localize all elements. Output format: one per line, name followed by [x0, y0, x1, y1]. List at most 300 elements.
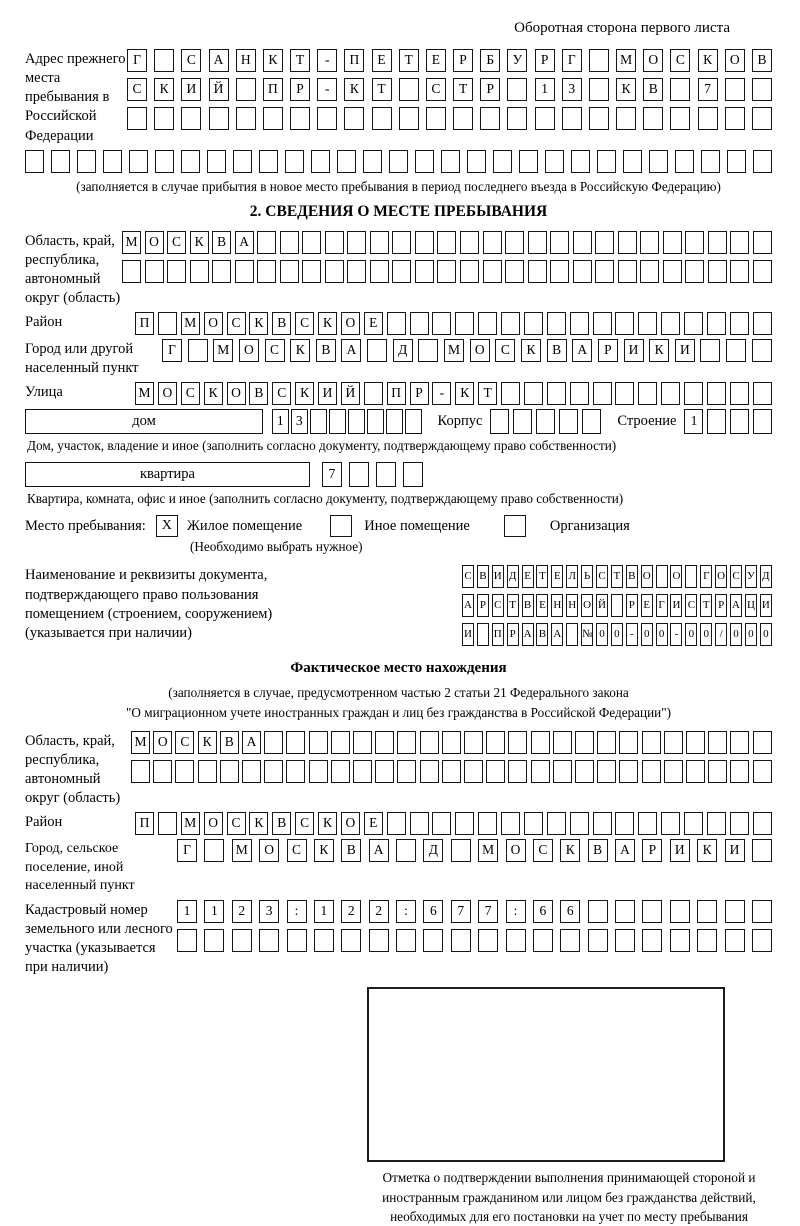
char-cell[interactable]: 6	[560, 900, 580, 923]
char-cell[interactable]	[642, 731, 661, 754]
char-cell[interactable]: 2	[369, 900, 389, 923]
char-cell[interactable]	[375, 731, 394, 754]
char-cell[interactable]: 0	[730, 623, 742, 646]
char-cell[interactable]: Т	[611, 565, 623, 588]
char-cell[interactable]	[415, 150, 434, 173]
char-cell[interactable]	[158, 312, 177, 335]
char-cell[interactable]	[550, 231, 569, 254]
char-cell[interactable]: К	[314, 839, 334, 862]
char-cell[interactable]	[642, 760, 661, 783]
char-cell[interactable]	[415, 231, 434, 254]
char-cell[interactable]: Б	[480, 49, 500, 72]
char-cell[interactable]	[638, 812, 657, 835]
char-cell[interactable]: Й	[341, 382, 360, 405]
char-cell[interactable]	[505, 231, 524, 254]
char-cell[interactable]: П	[135, 312, 154, 335]
char-cell[interactable]	[236, 78, 256, 101]
char-cell[interactable]: Н	[551, 594, 563, 617]
char-cell[interactable]	[670, 78, 690, 101]
char-cell[interactable]	[167, 260, 186, 283]
char-cell[interactable]	[684, 312, 703, 335]
char-cell[interactable]	[524, 312, 543, 335]
char-cell[interactable]	[154, 49, 174, 72]
char-cell[interactable]	[198, 760, 217, 783]
char-cell[interactable]	[483, 231, 502, 254]
char-cell[interactable]	[513, 409, 532, 434]
char-cell[interactable]	[257, 231, 276, 254]
char-cell[interactable]: В	[249, 382, 268, 405]
char-cell[interactable]	[684, 382, 703, 405]
char-cell[interactable]	[441, 150, 460, 173]
char-cell[interactable]: Н	[566, 594, 578, 617]
char-cell[interactable]: №	[581, 623, 593, 646]
char-cell[interactable]: С	[181, 382, 200, 405]
char-cell[interactable]: Т	[507, 594, 519, 617]
char-cell[interactable]: С	[287, 839, 307, 862]
char-cell[interactable]: Р	[480, 78, 500, 101]
char-cell[interactable]	[661, 312, 680, 335]
char-cell[interactable]: К	[204, 382, 223, 405]
char-cell[interactable]	[341, 929, 361, 952]
char-cell[interactable]	[158, 812, 177, 835]
char-cell[interactable]: В	[643, 78, 663, 101]
char-cell[interactable]	[363, 150, 382, 173]
char-cell[interactable]	[389, 150, 408, 173]
char-cell[interactable]	[618, 231, 637, 254]
char-cell[interactable]	[519, 150, 538, 173]
char-cell[interactable]	[752, 339, 772, 362]
char-cell[interactable]: В	[588, 839, 608, 862]
char-cell[interactable]	[367, 339, 387, 362]
char-cell[interactable]	[730, 812, 749, 835]
char-cell[interactable]: С	[227, 312, 246, 335]
char-cell[interactable]	[314, 929, 334, 952]
char-cell[interactable]	[399, 107, 419, 130]
char-cell[interactable]: В	[316, 339, 336, 362]
char-cell[interactable]: И	[670, 594, 682, 617]
char-cell[interactable]: У	[745, 565, 757, 588]
char-cell[interactable]	[480, 107, 500, 130]
char-cell[interactable]	[264, 731, 283, 754]
char-cell[interactable]	[392, 260, 411, 283]
char-cell[interactable]	[410, 812, 429, 835]
char-cell[interactable]	[753, 260, 772, 283]
char-cell[interactable]	[405, 409, 422, 434]
char-cell[interactable]: 2	[232, 900, 252, 923]
char-cell[interactable]	[588, 900, 608, 923]
char-cell[interactable]: А	[209, 49, 229, 72]
char-cell[interactable]: К	[649, 339, 669, 362]
char-cell[interactable]	[103, 150, 122, 173]
char-cell[interactable]	[553, 760, 572, 783]
char-cell[interactable]: О	[204, 312, 223, 335]
char-cell[interactable]	[375, 760, 394, 783]
char-cell[interactable]	[725, 900, 745, 923]
char-cell[interactable]	[309, 731, 328, 754]
char-cell[interactable]	[188, 339, 208, 362]
char-cell[interactable]	[25, 150, 44, 173]
char-cell[interactable]: Д	[393, 339, 413, 362]
char-cell[interactable]	[209, 107, 229, 130]
char-cell[interactable]	[638, 382, 657, 405]
char-cell[interactable]	[752, 929, 772, 952]
char-cell[interactable]	[730, 731, 749, 754]
char-cell[interactable]	[670, 900, 690, 923]
char-cell[interactable]	[264, 760, 283, 783]
char-cell[interactable]: А	[369, 839, 389, 862]
char-cell[interactable]: О	[239, 339, 259, 362]
char-cell[interactable]: С	[462, 565, 474, 588]
char-cell[interactable]	[370, 260, 389, 283]
char-cell[interactable]	[640, 260, 659, 283]
char-cell[interactable]	[290, 107, 310, 130]
char-cell[interactable]	[51, 150, 70, 173]
char-cell[interactable]	[615, 382, 634, 405]
char-cell[interactable]	[145, 260, 164, 283]
char-cell[interactable]: Р	[626, 594, 638, 617]
char-cell[interactable]	[508, 731, 527, 754]
char-cell[interactable]: В	[272, 312, 291, 335]
char-cell[interactable]	[536, 409, 555, 434]
char-cell[interactable]: А	[572, 339, 592, 362]
char-cell[interactable]: О	[259, 839, 279, 862]
char-cell[interactable]	[376, 462, 396, 487]
char-cell[interactable]	[455, 812, 474, 835]
char-cell[interactable]	[708, 731, 727, 754]
char-cell[interactable]: С	[272, 382, 291, 405]
stay-option-residential-checkbox[interactable]: X	[156, 515, 178, 537]
char-cell[interactable]	[559, 409, 578, 434]
char-cell[interactable]	[664, 731, 683, 754]
char-cell[interactable]: Л	[566, 565, 578, 588]
stay-option-other-checkbox[interactable]	[330, 515, 352, 537]
char-cell[interactable]: Е	[364, 812, 383, 835]
char-cell[interactable]	[597, 731, 616, 754]
char-cell[interactable]	[623, 150, 642, 173]
char-cell[interactable]	[753, 812, 772, 835]
char-cell[interactable]	[257, 260, 276, 283]
char-cell[interactable]: Е	[522, 565, 534, 588]
char-cell[interactable]: -	[432, 382, 451, 405]
char-cell[interactable]: К	[616, 78, 636, 101]
char-cell[interactable]: М	[478, 839, 498, 862]
char-cell[interactable]: К	[249, 312, 268, 335]
char-cell[interactable]: И	[181, 78, 201, 101]
char-cell[interactable]: С	[167, 231, 186, 254]
char-cell[interactable]	[325, 260, 344, 283]
char-cell[interactable]: К	[560, 839, 580, 862]
char-cell[interactable]: И	[462, 623, 474, 646]
char-cell[interactable]: Г	[162, 339, 182, 362]
char-cell[interactable]	[550, 260, 569, 283]
char-cell[interactable]: В	[536, 623, 548, 646]
char-cell[interactable]	[560, 929, 580, 952]
char-cell[interactable]	[685, 260, 704, 283]
char-cell[interactable]: А	[235, 231, 254, 254]
char-cell[interactable]	[649, 150, 668, 173]
char-cell[interactable]	[707, 312, 726, 335]
char-cell[interactable]: 7	[478, 900, 498, 923]
char-cell[interactable]	[370, 231, 389, 254]
char-cell[interactable]	[353, 731, 372, 754]
char-cell[interactable]	[670, 107, 690, 130]
char-cell[interactable]: О	[145, 231, 164, 254]
char-cell[interactable]: Е	[372, 49, 392, 72]
char-cell[interactable]	[725, 107, 745, 130]
char-cell[interactable]: 2	[341, 900, 361, 923]
char-cell[interactable]	[675, 150, 694, 173]
stay-option-organization-checkbox[interactable]	[504, 515, 526, 537]
char-cell[interactable]: 6	[423, 900, 443, 923]
char-cell[interactable]	[753, 312, 772, 335]
char-cell[interactable]: 1	[684, 409, 703, 434]
char-cell[interactable]: М	[181, 312, 200, 335]
char-cell[interactable]	[344, 107, 364, 130]
char-cell[interactable]	[753, 731, 772, 754]
char-cell[interactable]	[685, 565, 697, 588]
char-cell[interactable]	[730, 409, 749, 434]
char-cell[interactable]	[663, 260, 682, 283]
char-cell[interactable]	[707, 382, 726, 405]
char-cell[interactable]	[259, 150, 278, 173]
char-cell[interactable]	[204, 929, 224, 952]
char-cell[interactable]	[486, 760, 505, 783]
char-cell[interactable]	[302, 231, 321, 254]
char-cell[interactable]	[595, 231, 614, 254]
char-cell[interactable]: С	[295, 312, 314, 335]
char-cell[interactable]	[348, 409, 365, 434]
char-cell[interactable]: К	[521, 339, 541, 362]
char-cell[interactable]: Е	[641, 594, 653, 617]
char-cell[interactable]: 1	[314, 900, 334, 923]
char-cell[interactable]	[317, 107, 337, 130]
char-cell[interactable]: К	[455, 382, 474, 405]
char-cell[interactable]	[615, 812, 634, 835]
char-cell[interactable]: С	[181, 49, 201, 72]
char-cell[interactable]	[593, 312, 612, 335]
char-cell[interactable]: С	[495, 339, 515, 362]
char-cell[interactable]	[582, 409, 601, 434]
char-cell[interactable]	[280, 260, 299, 283]
char-cell[interactable]	[415, 260, 434, 283]
char-cell[interactable]	[204, 839, 224, 862]
char-cell[interactable]: С	[227, 812, 246, 835]
char-cell[interactable]	[593, 812, 612, 835]
char-cell[interactable]: П	[387, 382, 406, 405]
char-cell[interactable]: О	[341, 812, 360, 835]
char-cell[interactable]	[242, 760, 261, 783]
char-cell[interactable]	[287, 929, 307, 952]
char-cell[interactable]	[664, 760, 683, 783]
char-cell[interactable]: Т	[478, 382, 497, 405]
char-cell[interactable]	[347, 260, 366, 283]
char-cell[interactable]	[420, 731, 439, 754]
char-cell[interactable]: С	[175, 731, 194, 754]
char-cell[interactable]: К	[318, 312, 337, 335]
char-cell[interactable]: -	[626, 623, 638, 646]
char-cell[interactable]	[615, 312, 634, 335]
char-cell[interactable]	[753, 150, 772, 173]
char-cell[interactable]: С	[426, 78, 446, 101]
char-cell[interactable]	[129, 150, 148, 173]
char-cell[interactable]: К	[154, 78, 174, 101]
char-cell[interactable]	[464, 731, 483, 754]
char-cell[interactable]	[642, 900, 662, 923]
char-cell[interactable]	[396, 839, 416, 862]
char-cell[interactable]	[686, 731, 705, 754]
char-cell[interactable]	[524, 812, 543, 835]
char-cell[interactable]: А	[730, 594, 742, 617]
char-cell[interactable]	[595, 260, 614, 283]
char-cell[interactable]: Т	[453, 78, 473, 101]
char-cell[interactable]: О	[643, 49, 663, 72]
char-cell[interactable]	[478, 312, 497, 335]
char-cell[interactable]	[302, 260, 321, 283]
char-cell[interactable]: М	[131, 731, 150, 754]
char-cell[interactable]: О	[227, 382, 246, 405]
char-cell[interactable]: М	[616, 49, 636, 72]
char-cell[interactable]: Т	[290, 49, 310, 72]
char-cell[interactable]	[698, 107, 718, 130]
char-cell[interactable]: А	[242, 731, 261, 754]
char-cell[interactable]	[615, 900, 635, 923]
char-cell[interactable]	[331, 760, 350, 783]
char-cell[interactable]: А	[615, 839, 635, 862]
char-cell[interactable]	[656, 565, 668, 588]
char-cell[interactable]: Т	[536, 565, 548, 588]
char-cell[interactable]: 3	[291, 409, 308, 434]
char-cell[interactable]: С	[685, 594, 697, 617]
char-cell[interactable]	[155, 150, 174, 173]
char-cell[interactable]	[562, 107, 582, 130]
char-cell[interactable]	[131, 760, 150, 783]
char-cell[interactable]: И	[760, 594, 772, 617]
char-cell[interactable]	[573, 231, 592, 254]
char-cell[interactable]	[615, 929, 635, 952]
char-cell[interactable]	[752, 107, 772, 130]
char-cell[interactable]	[753, 409, 772, 434]
char-cell[interactable]	[708, 231, 727, 254]
char-cell[interactable]	[386, 409, 403, 434]
char-cell[interactable]: П	[492, 623, 504, 646]
char-cell[interactable]	[455, 312, 474, 335]
char-cell[interactable]	[190, 260, 209, 283]
char-cell[interactable]: О	[641, 565, 653, 588]
char-cell[interactable]	[725, 78, 745, 101]
char-cell[interactable]	[486, 731, 505, 754]
char-cell[interactable]: В	[752, 49, 772, 72]
char-cell[interactable]: А	[341, 339, 361, 362]
char-cell[interactable]	[663, 231, 682, 254]
char-cell[interactable]	[478, 929, 498, 952]
char-cell[interactable]	[233, 150, 252, 173]
char-cell[interactable]	[708, 760, 727, 783]
char-cell[interactable]: К	[198, 731, 217, 754]
char-cell[interactable]	[349, 462, 369, 487]
char-cell[interactable]	[310, 409, 327, 434]
char-cell[interactable]	[685, 231, 704, 254]
char-cell[interactable]	[501, 812, 520, 835]
char-cell[interactable]: К	[698, 49, 718, 72]
char-cell[interactable]	[437, 260, 456, 283]
char-cell[interactable]	[263, 107, 283, 130]
char-cell[interactable]	[122, 260, 141, 283]
char-cell[interactable]: 6	[533, 900, 553, 923]
char-cell[interactable]: Г	[700, 565, 712, 588]
char-cell[interactable]	[460, 260, 479, 283]
char-cell[interactable]	[181, 107, 201, 130]
char-cell[interactable]: В	[477, 565, 489, 588]
char-cell[interactable]	[423, 929, 443, 952]
char-cell[interactable]	[387, 812, 406, 835]
char-cell[interactable]	[547, 312, 566, 335]
char-cell[interactable]: 1	[204, 900, 224, 923]
char-cell[interactable]: Д	[423, 839, 443, 862]
char-cell[interactable]: В	[547, 339, 567, 362]
char-cell[interactable]	[531, 731, 550, 754]
char-cell[interactable]	[753, 231, 772, 254]
char-cell[interactable]: О	[670, 565, 682, 588]
house-type-box[interactable]	[25, 409, 263, 434]
char-cell[interactable]: :	[287, 900, 307, 923]
char-cell[interactable]: К	[318, 812, 337, 835]
char-cell[interactable]	[545, 150, 564, 173]
char-cell[interactable]: С	[265, 339, 285, 362]
char-cell[interactable]: 0	[700, 623, 712, 646]
char-cell[interactable]	[707, 812, 726, 835]
char-cell[interactable]: 1	[535, 78, 555, 101]
char-cell[interactable]	[730, 760, 749, 783]
char-cell[interactable]	[286, 731, 305, 754]
char-cell[interactable]	[478, 812, 497, 835]
char-cell[interactable]: К	[295, 382, 314, 405]
char-cell[interactable]	[175, 760, 194, 783]
char-cell[interactable]: О	[341, 312, 360, 335]
char-cell[interactable]: Ц	[745, 594, 757, 617]
char-cell[interactable]: С	[730, 565, 742, 588]
char-cell[interactable]	[725, 929, 745, 952]
char-cell[interactable]	[697, 929, 717, 952]
char-cell[interactable]	[325, 231, 344, 254]
char-cell[interactable]	[181, 150, 200, 173]
char-cell[interactable]	[467, 150, 486, 173]
char-cell[interactable]: Р	[477, 594, 489, 617]
char-cell[interactable]: 7	[451, 900, 471, 923]
char-cell[interactable]	[589, 107, 609, 130]
char-cell[interactable]: О	[581, 594, 593, 617]
char-cell[interactable]	[477, 623, 489, 646]
char-cell[interactable]	[432, 812, 451, 835]
char-cell[interactable]	[331, 731, 350, 754]
char-cell[interactable]	[453, 107, 473, 130]
char-cell[interactable]: 1	[272, 409, 289, 434]
char-cell[interactable]	[570, 382, 589, 405]
char-cell[interactable]	[619, 760, 638, 783]
char-cell[interactable]: 0	[656, 623, 668, 646]
char-cell[interactable]	[451, 929, 471, 952]
char-cell[interactable]: :	[506, 900, 526, 923]
char-cell[interactable]: М	[181, 812, 200, 835]
char-cell[interactable]: М	[444, 339, 464, 362]
char-cell[interactable]: А	[551, 623, 563, 646]
char-cell[interactable]: М	[135, 382, 154, 405]
char-cell[interactable]: Г	[127, 49, 147, 72]
char-cell[interactable]	[259, 929, 279, 952]
char-cell[interactable]	[588, 929, 608, 952]
char-cell[interactable]	[483, 260, 502, 283]
char-cell[interactable]	[286, 760, 305, 783]
char-cell[interactable]	[661, 812, 680, 835]
